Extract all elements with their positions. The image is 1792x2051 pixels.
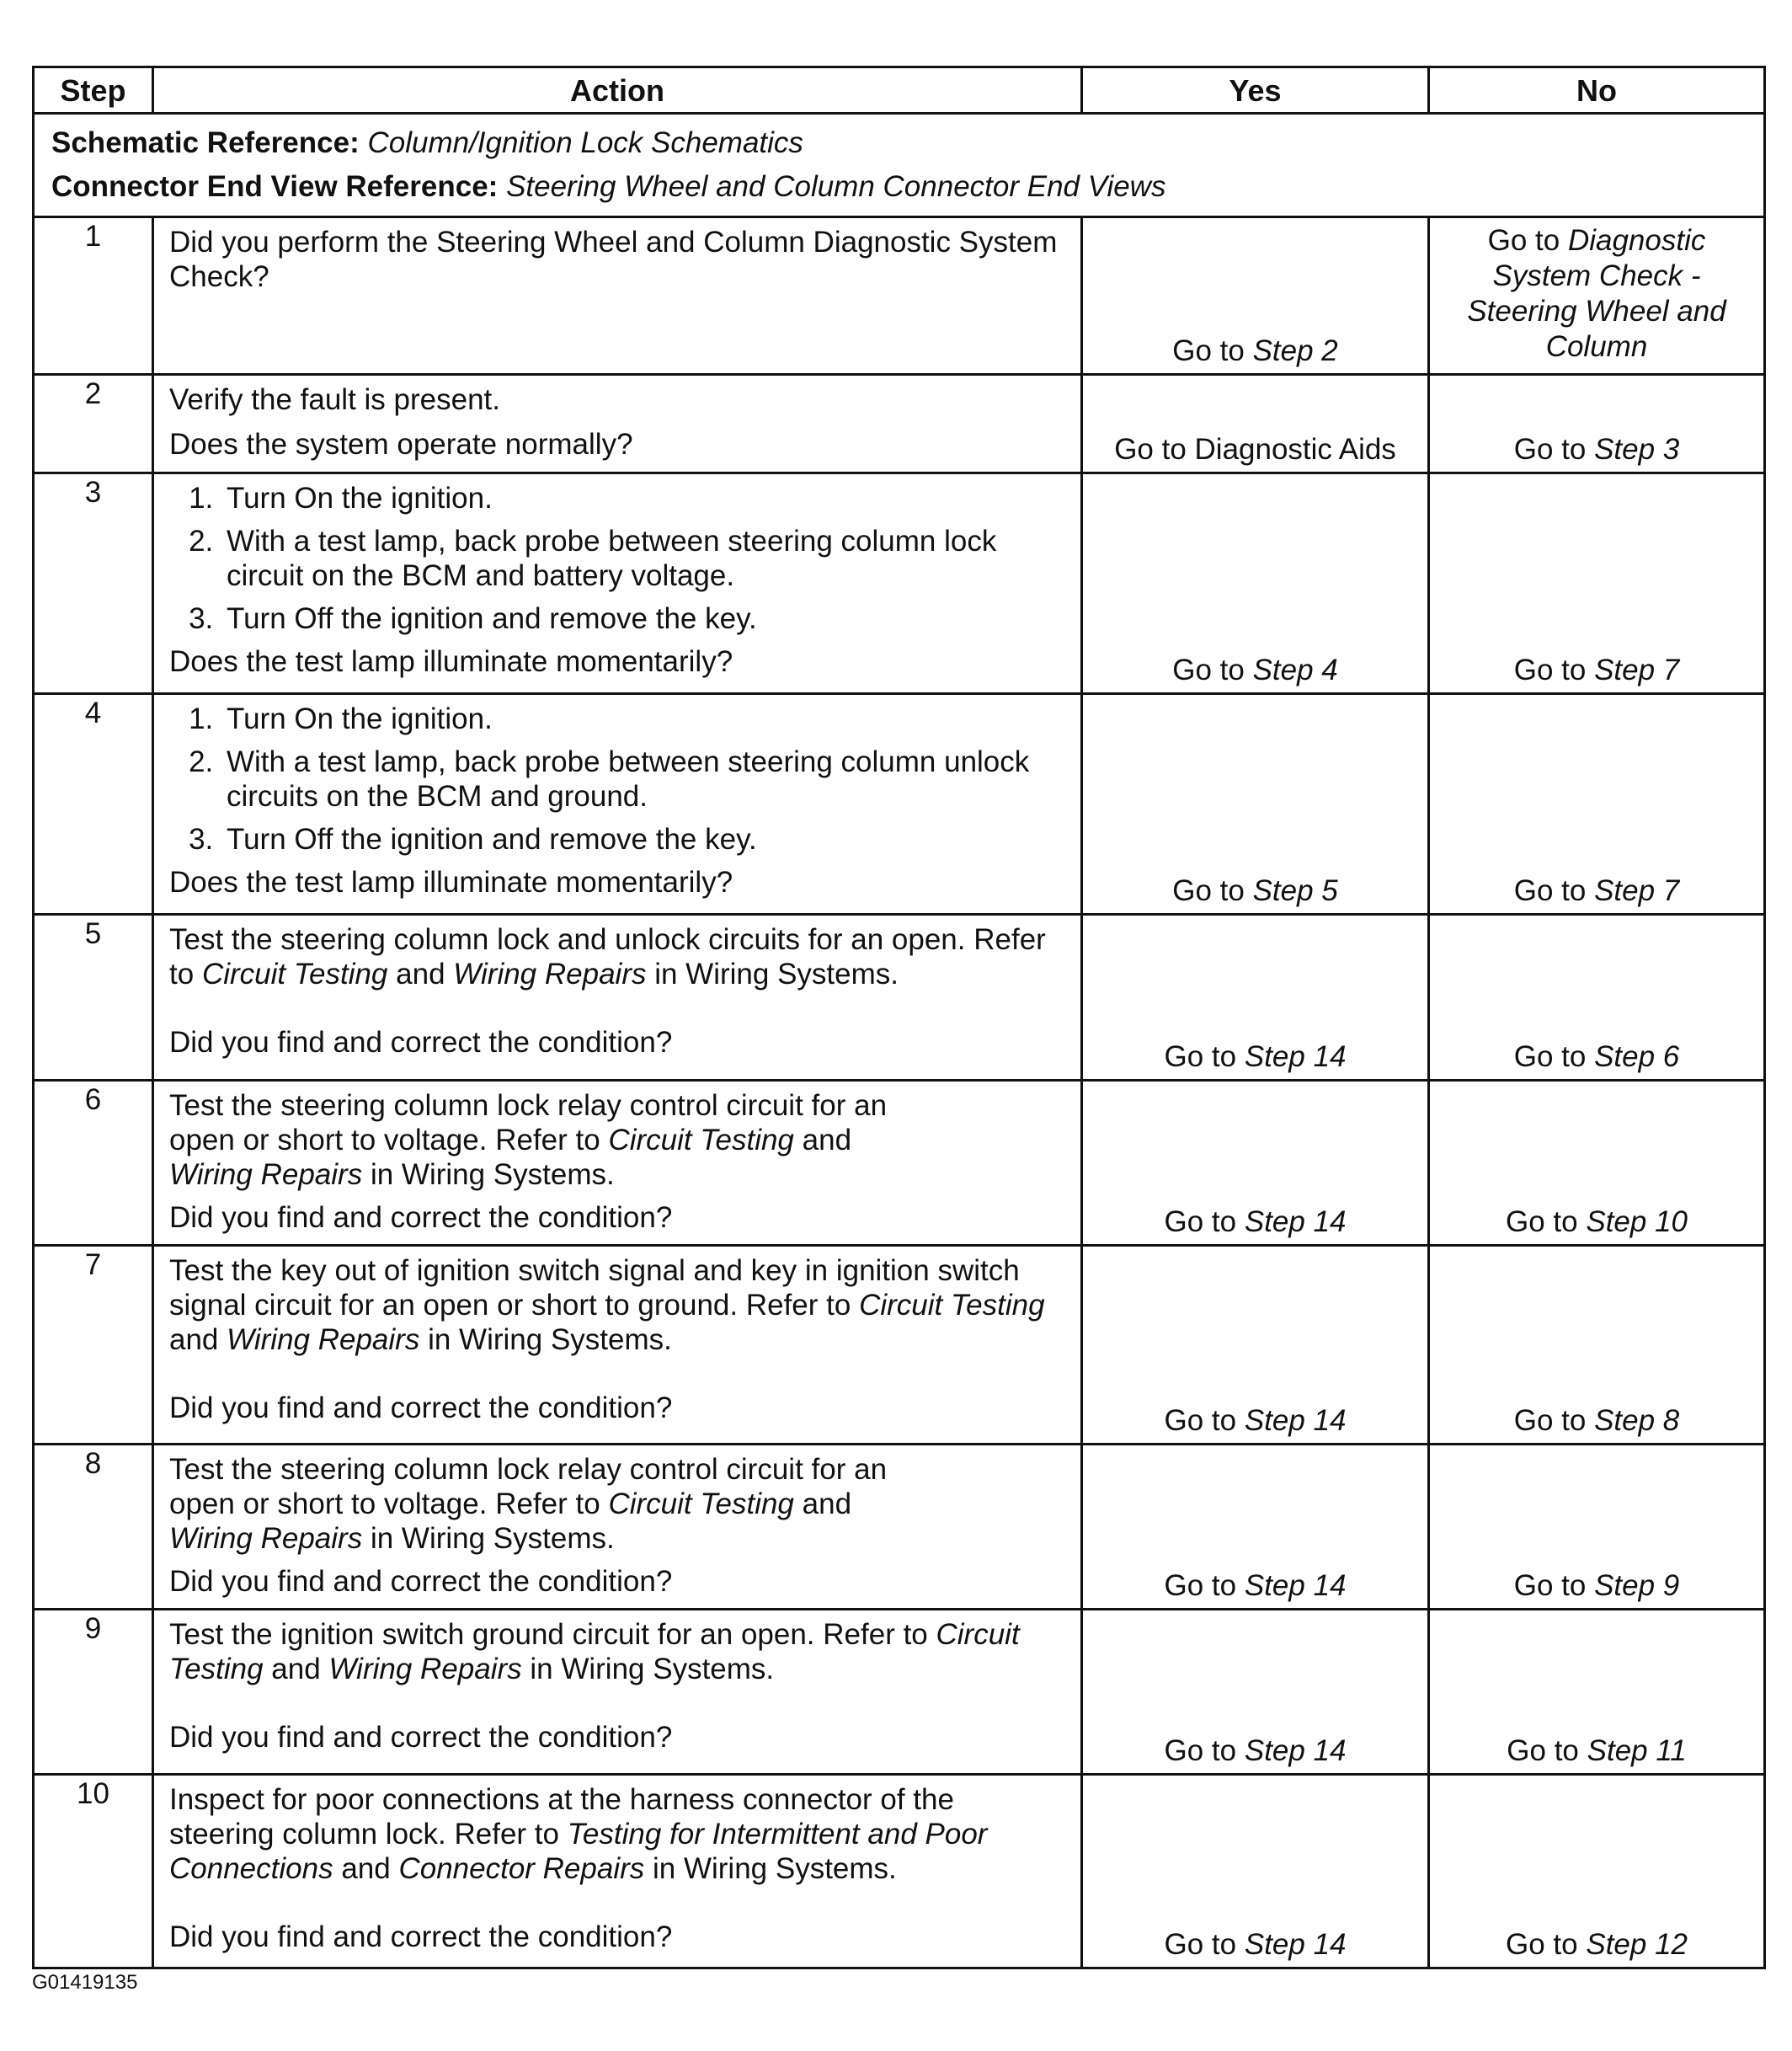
step-number: 4 — [34, 694, 153, 915]
no-cell: Go to Step 7 — [1429, 694, 1765, 915]
step-number: 6 — [34, 1081, 153, 1246]
no-cell: Go to Step 8 — [1429, 1246, 1765, 1445]
no-cell: Go to Step 12 — [1429, 1775, 1765, 1968]
header-row — [34, 67, 1765, 114]
procedure-list: 1. Turn On the ignition. 2. With a test lamp, back probe between steering column unlock circuits on the BCM and ground. 3. Turn Off the ignition and remove the key. — [169, 702, 1065, 857]
diagnostic-table — [32, 66, 1766, 1969]
table-row — [34, 694, 1765, 915]
action-cell: Test the steering column lock relay control circuit for an open or short to voltage. Refer to Circuit Testing and Wiring Repairs in Wiring Systems. Did you find and correct the condition? — [153, 1445, 1082, 1610]
table-row — [34, 1246, 1765, 1445]
step-number: 3 — [34, 473, 153, 694]
action-cell: Test the steering column lock relay control circuit for an open or short to voltage. Refer to Circuit Testing and Wiring Repairs in Wiring Systems. Did you find and correct the condition? — [153, 1081, 1082, 1246]
no-cell: Go to Step 11 — [1429, 1610, 1765, 1775]
yes-cell: Go to Step 14 — [1082, 1081, 1429, 1246]
no-cell: Go to Step 9 — [1429, 1445, 1765, 1610]
table-row — [34, 473, 1765, 694]
no-cell: Go to Diagnostic System Check - Steering Wheel and Column — [1429, 217, 1765, 375]
no-cell: Go to Step 6 — [1429, 915, 1765, 1081]
action-cell: Verify the fault is present. Does the system operate normally? — [153, 375, 1082, 473]
yes-cell: Go to Step 14 — [1082, 915, 1429, 1081]
header-step: Step — [34, 67, 153, 114]
table-row — [34, 1445, 1765, 1610]
yes-cell: Go to Diagnostic Aids — [1082, 375, 1429, 473]
reference-row — [34, 114, 1765, 217]
action-cell: Inspect for poor connections at the harness connector of the steering column lock. Refer to Testing for Intermittent and Poor Connections and Connector Repairs in Wiring Systems. Did you find and correct the condition? — [153, 1775, 1082, 1968]
action-cell: Test the steering column lock and unlock circuits for an open. Refer to Circuit Testing and Wiring Repairs in Wiring Systems. Did you find and correct the condition? — [153, 915, 1082, 1081]
step-number: 5 — [34, 915, 153, 1081]
step-number: 2 — [34, 375, 153, 473]
yes-cell: Go to Step 14 — [1082, 1246, 1429, 1445]
connector-reference: Connector End View Reference: Steering Wheel and Column Connector End Views — [51, 170, 1166, 203]
table-row — [34, 1775, 1765, 1968]
yes-cell: Go to Step 5 — [1082, 694, 1429, 915]
yes-cell: Go to Step 2 — [1082, 217, 1429, 375]
table-row — [34, 375, 1765, 473]
header-yes: Yes — [1082, 67, 1429, 114]
yes-cell: Go to Step 4 — [1082, 473, 1429, 694]
no-cell: Go to Step 3 — [1429, 375, 1765, 473]
action-cell: 1. Turn On the ignition. 2. With a test lamp, back probe between steering column lock circuit on the BCM and battery voltage. 3. Turn Off the ignition and remove the key. Does the test lamp illuminate momentarily? — [153, 473, 1082, 694]
yes-cell: Go to Step 14 — [1082, 1445, 1429, 1610]
table-row — [34, 217, 1765, 375]
no-cell: Go to Step 10 — [1429, 1081, 1765, 1246]
action-cell: Did you perform the Steering Wheel and Column Diagnostic System Check? — [153, 217, 1082, 375]
step-number: 10 — [34, 1775, 153, 1968]
header-action: Action — [153, 67, 1082, 114]
figure-id: G01419135 — [32, 1971, 138, 1994]
procedure-list: 1. Turn On the ignition. 2. With a test lamp, back probe between steering column lock circuit on the BCM and battery voltage. 3. Turn Off the ignition and remove the key. — [169, 481, 1065, 636]
step-number: 1 — [34, 217, 153, 375]
table-row — [34, 1081, 1765, 1246]
table-row — [34, 915, 1765, 1081]
reference-cell — [34, 114, 1765, 217]
action-cell: 1. Turn On the ignition. 2. With a test lamp, back probe between steering column unlock circuits on the BCM and ground. 3. Turn Off the ignition and remove the key. Does the test lamp illuminate momentarily? — [153, 694, 1082, 915]
step-number: 8 — [34, 1445, 153, 1610]
no-cell: Go to Step 7 — [1429, 473, 1765, 694]
schematic-reference: Schematic Reference: Column/Ignition Lock Schematics — [51, 126, 803, 159]
table-row — [34, 1610, 1765, 1775]
yes-cell: Go to Step 14 — [1082, 1610, 1429, 1775]
action-cell: Test the key out of ignition switch signal and key in ignition switch signal circuit for an open or short to ground. Refer to Circuit Testing and Wiring Repairs in Wiring Systems. Did you find and correct the condition? — [153, 1246, 1082, 1445]
step-number: 7 — [34, 1246, 153, 1445]
action-cell: Test the ignition switch ground circuit for an open. Refer to Circuit Testing and Wiring Repairs in Wiring Systems. Did you find and correct the condition? — [153, 1610, 1082, 1775]
yes-cell: Go to Step 14 — [1082, 1775, 1429, 1968]
step-number: 9 — [34, 1610, 153, 1775]
header-no: No — [1429, 67, 1765, 114]
